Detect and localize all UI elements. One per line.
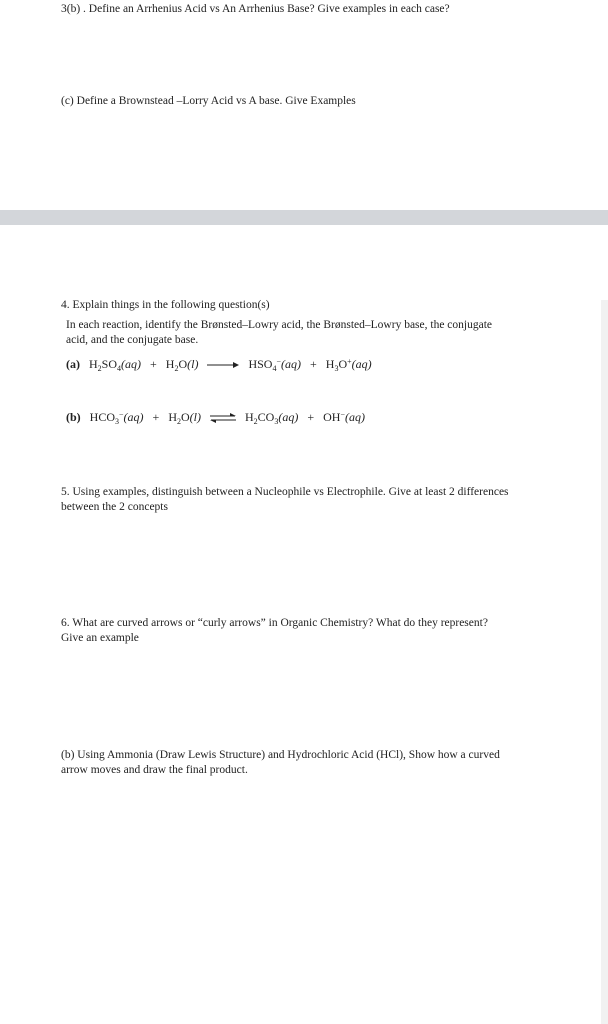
question-6b: (b) Using Ammonia (Draw Lewis Structure) and Hydrochloric Acid (HCl), Show how a curved arrow moves and draw the final product. (61, 749, 500, 776)
equilibrium-arrow-icon (209, 412, 237, 424)
reaction-a (66, 356, 372, 372)
worksheet-page-top (0, 0, 608, 210)
plus-sign: + (307, 410, 315, 424)
plus-sign: + (152, 410, 160, 424)
reaction-b-reactant-1: $HCO_3^-(aq)$ (89, 410, 144, 426)
question-4-title: 4. Explain things in the following question(s) (61, 299, 270, 311)
reaction-a-reactant-2: $H_2O(l)$ (165, 357, 199, 373)
question-5: 5. Using examples, distinguish between a Nucleophile vs Electrophile. Give at least 2 differences between the 2 concepts (61, 486, 509, 513)
reaction-b-product-2: OH−(aq) (323, 410, 365, 424)
question-3b: 3(b) . Define an Arrhenius Acid vs An Arrhenius Base? Give examples in each case? (61, 3, 450, 15)
plus-sign: + (310, 357, 317, 371)
question-6: 6. What are curved arrows or “curly arrows” in Organic Chemistry? What do they represent? Give an example (61, 617, 488, 644)
reaction-b (66, 409, 365, 425)
question-4-instruction: In each reaction, identify the Brønsted–Lowry acid, the Brønsted–Lowry base, the conjugate acid, and the conjugate base. (66, 319, 492, 346)
reaction-a-product-1: $HSO_4^-(aq)$ (248, 357, 301, 373)
reaction-a-reactant-1: $H_2SO_4(aq)$ (89, 357, 142, 373)
reaction-b-reactant-2: $H_2O(l)$ (168, 410, 201, 426)
reaction-b-label: (b) (66, 410, 81, 424)
scrollbar-track[interactable] (601, 300, 608, 1024)
question-3c: (c) Define a Brownstead –Lorry Acid vs A base. Give Examples (61, 95, 356, 107)
plus-sign: + (150, 357, 157, 371)
forward-arrow-icon (206, 360, 240, 370)
reaction-b-product-1: $H_2CO_3(aq)$ (244, 410, 299, 426)
page-divider (0, 210, 608, 225)
reaction-a-label: (a) (66, 357, 80, 371)
reaction-a-product-2: $H_3O^+(aq)$ (325, 357, 372, 373)
